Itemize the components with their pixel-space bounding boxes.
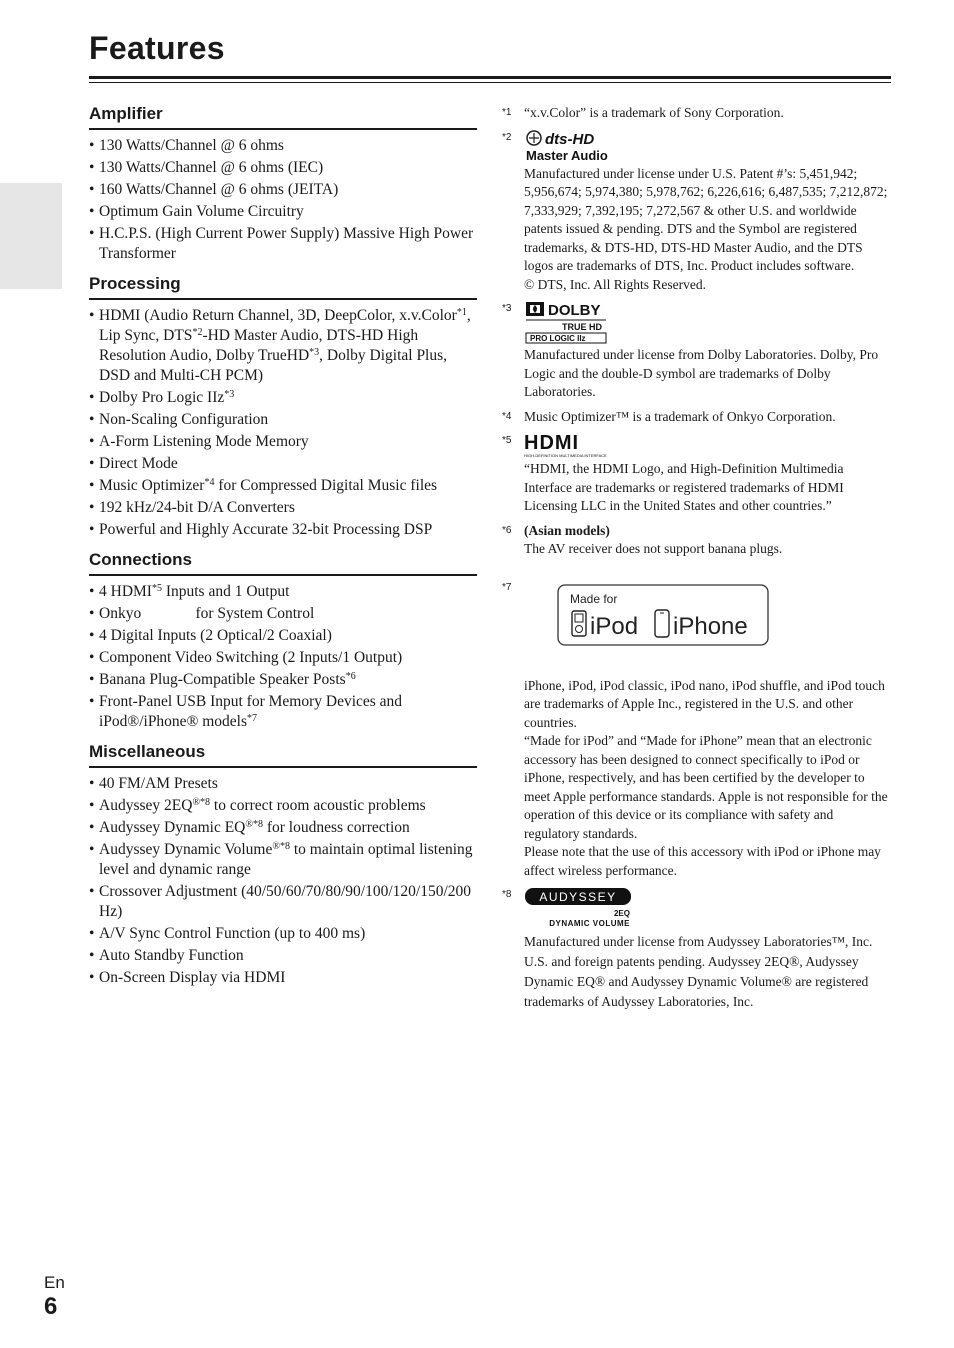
dts-logo-brand: dts-HD [545, 130, 595, 148]
section-heading: Miscellaneous [89, 742, 477, 768]
footnote-text: “HDMI, the HDMI Logo, and High-Definition Multimedia Interface are trademarks or registered trademarks of HDMI Licensing LLC in the United States and other countries.” [524, 461, 844, 513]
feature-item: • Direct Mode [89, 454, 477, 474]
section-heading: Connections [89, 550, 477, 576]
feature-item: • 130 Watts/Channel @ 6 ohms (IEC) [89, 158, 477, 178]
feature-item: • Optimum Gain Volume Circuitry [89, 202, 477, 222]
footnote-mark: *2 [502, 131, 512, 143]
hdmi-logo-brand: HDMI [524, 432, 580, 454]
footnote-text: Manufactured under license from Dolby Laboratories. Dolby, Pro Logic and the double-D symbol are trademarks of Dolby Laboratories. [524, 347, 879, 399]
audyssey-logo-brand: AUDYSSEY [539, 890, 617, 904]
feature-item: • Powerful and Highly Accurate 32-bit Processing DSP [89, 520, 477, 540]
footnote-title: (Asian models) [524, 522, 610, 538]
features-column [89, 104, 477, 998]
footnote-text: “Made for iPod” and “Made for iPhone” mean that an electronic accessory has been designed to connect specifically to iPod or iPhone, respectively, and has been certified by the developer to meet Apple performance standards. Apple is not responsible for the operation of this device or its compliance with safety and regulatory standards. [524, 733, 888, 841]
badge-made-for: Made for [570, 591, 618, 606]
feature-item: • HDMI (Audio Return Channel, 3D, DeepColor, x.v.Color$^{*1}$, Lip Sync, DTS$^{*2}$-HD Master Audio, DTS-HD High Resolution Audio, Dolby TrueHD$^{*3}$, Dolby Digital Plus, DSD and Multi-CH PCM) [89, 306, 477, 386]
section-heading: Amplifier [89, 104, 477, 130]
feature-item: • 160 Watts/Channel @ 6 ohms (JEITA) [89, 180, 477, 200]
footnote-text: Manufactured under license from Audyssey Laboratories™, Inc. U.S. and foreign patents pending. Audyssey 2EQ®, Audyssey Dynamic EQ® and Audyssey Dynamic Volume® are registered trademarks of Audyssey Laboratories, Inc. [524, 934, 873, 1009]
footnotes-column [502, 104, 892, 1018]
footnote-2 [502, 129, 892, 295]
section-amplifier [89, 104, 477, 264]
feature-item: • Music Optimizer$^{*4}$ for Compressed Digital Music files [89, 476, 477, 496]
badge-ipod: iPod [590, 612, 639, 640]
dolby-logo-truehd: TRUE HD [562, 322, 602, 332]
footnote-mark: *7 [502, 581, 512, 593]
footnote-8 [502, 886, 892, 1012]
section-connections [89, 550, 477, 732]
hdmi-logo [524, 432, 624, 458]
feature-item: • Audyssey Dynamic $EQ^{®*8}$ for loudness correction [89, 818, 477, 838]
footnote-mark: *3 [502, 303, 512, 314]
footnote-mark: *8 [502, 889, 512, 900]
footnote-text: Please note that the use of this accessory with iPod or iPhone may affect wireless performance. [524, 844, 881, 878]
feature-item: • On-Screen Display via HDMI [89, 968, 477, 988]
footnote-mark: *6 [502, 524, 512, 536]
footnote-3 [502, 300, 892, 402]
audyssey-logo-2eq: 2EQ [613, 909, 630, 918]
audyssey-logo [524, 886, 636, 930]
footnote-6 [502, 522, 892, 559]
dts-hd-master-audio-logo [524, 129, 614, 163]
feature-item: • Audyssey $2EQ^{®*8}$ to correct room acoustic problems [89, 796, 477, 816]
feature-item: • 192 kHz/24-bit D/A Converters [89, 498, 477, 518]
feature-item: • Component Video Switching (2 Inputs/1 Output) [89, 648, 477, 668]
feature-item: • Dolby Pro Logic IIz$^{*3}$ [89, 388, 477, 408]
feature-item: • 4 HDMI$^{*5}$ Inputs and 1 Output [89, 582, 477, 602]
footnote-text: iPhone, iPod, iPod classic, iPod nano, iPod shuffle, and iPod touch are trademarks of Apple Inc., registered in the U.S. and other countries. [524, 677, 885, 730]
footnote-text: The AV receiver does not support banana plugs. [524, 541, 783, 556]
section-miscellaneous [89, 742, 477, 988]
footnote-text: “x.v.Color” is a trademark of Sony Corporation. [524, 105, 784, 120]
page-title: Features [89, 30, 225, 66]
footnote-mark: *5 [502, 435, 512, 446]
feature-item: • Auto Standby Function [89, 946, 477, 966]
footnote-4 [502, 408, 892, 427]
page-number: 6 [44, 1293, 58, 1320]
footnote-5 [502, 432, 892, 516]
badge-iphone: iPhone [673, 612, 748, 640]
feature-item: • Audyssey Dynamic Volume$^{®*8}$ to maintain optimal listening level and dynamic range [89, 840, 477, 880]
dolby-truehd-prologic-logo [524, 300, 614, 344]
footnote-7 [502, 579, 892, 881]
footnote-mark: *1 [502, 107, 512, 118]
dts-logo-sub: Master Audio [526, 147, 608, 163]
feature-item: • 4 Digital Inputs (2 Optical/2 Coaxial) [89, 626, 477, 646]
made-for-ipod-iphone-badge [524, 579, 774, 675]
footnote-1 [502, 104, 892, 123]
side-tab-marker [0, 183, 62, 289]
page-language: En [44, 1273, 65, 1292]
footnote-mark: *4 [502, 410, 512, 422]
audyssey-logo-dynamic-volume: DYNAMIC VOLUME [549, 919, 630, 928]
title-rule-thin [89, 82, 891, 83]
feature-item: • Front-Panel USB Input for Memory Devices and iPod®/iPhone® models$^{*7}$ [89, 692, 477, 732]
section-processing [89, 274, 477, 540]
footnote-text: Music Optimizer™ is a trademark of Onkyo Corporation. [524, 408, 836, 424]
hdmi-logo-sub: HIGH-DEFINITION MULTIMEDIA INTERFACE [524, 453, 607, 458]
footnote-text: Manufactured under license under U.S. Patent #’s: 5,451,942; 5,956,674; 5,974,380; 5,978,762; 6,226,616; 6,487,535; 7,212,872; 7,333,929; 7,392,195; 7,272,567 & other U.S. and worldwide patents issued & pending. DTS and the Symbol are registered trademarks, & DTS-HD, DTS-HD Master Audio, and the DTS logos are trademarks of DTS, Inc. Product includes software. [524, 165, 888, 273]
feature-item: • Crossover Adjustment (40/50/60/70/80/90/100/120/150/200 Hz) [89, 882, 477, 922]
feature-item: • 40 FM/AM Presets [89, 774, 477, 794]
feature-item: • A-Form Listening Mode Memory [89, 432, 477, 452]
footnote-copyright: © DTS, Inc. All Rights Reserved. [524, 276, 706, 292]
feature-item: • Non-Scaling Configuration [89, 410, 477, 430]
title-rule [89, 76, 891, 79]
feature-item: • 130 Watts/Channel @ 6 ohms [89, 136, 477, 156]
feature-item: • Onkyo for System Control [89, 604, 477, 624]
feature-item: • H.C.P.S. (High Current Power Supply) Massive High Power Transformer [89, 224, 477, 264]
feature-item: • Banana Plug-Compatible Speaker Posts$^{*6}$ [89, 670, 477, 690]
dolby-logo-brand: DOLBY [548, 302, 601, 319]
dolby-logo-prologic: PRO LOGIC IIz [530, 334, 586, 343]
feature-item: • A/V Sync Control Function (up to 400 ms) [89, 924, 477, 944]
section-heading: Processing [89, 274, 477, 300]
